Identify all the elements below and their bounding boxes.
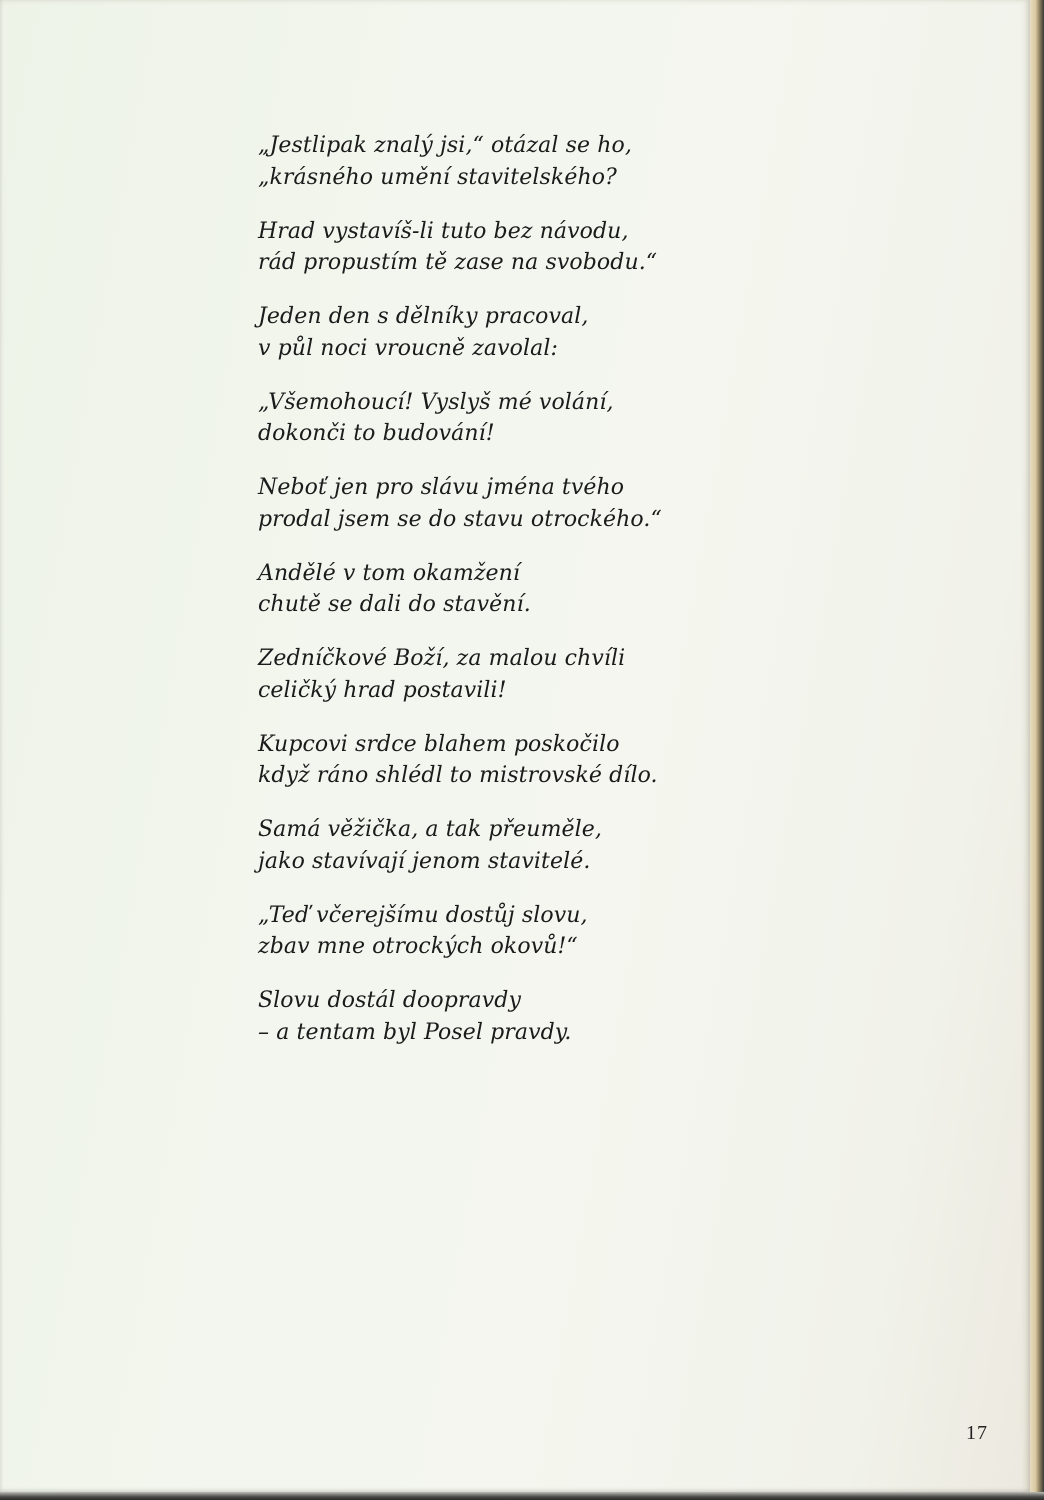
page-edge-right — [1030, 0, 1044, 1500]
poem-line: Neboť jen pro slávu jména tvého — [258, 475, 625, 500]
poem-line: Samá věžička, a tak přeuměle, — [258, 817, 602, 842]
page-number: 17 — [966, 1422, 988, 1444]
stanza-1 — [258, 130, 778, 193]
poem-line: Hrad vystavíš-li tuto bez návodu, — [258, 218, 629, 244]
poem-line: – a tentam byl Posel pravdy. — [258, 1019, 572, 1045]
stanza-10 — [258, 900, 778, 963]
stanza-6 — [258, 558, 778, 621]
poem-line: zbav mne otrockých okovů!“ — [258, 934, 578, 959]
poem-text — [258, 130, 778, 1048]
stanza-5 — [258, 472, 778, 535]
poem-line: celičký hrad postavili! — [258, 677, 507, 703]
poem-line: jako stavívají jenom stavitelé. — [258, 848, 591, 874]
stanza-11 — [258, 985, 778, 1048]
poem-line: když ráno shlédl to mistrovské dílo. — [258, 763, 658, 788]
poem-line: Andělé v tom okamžení — [258, 560, 521, 586]
stanza-8 — [258, 729, 778, 792]
stanza-7 — [258, 643, 778, 706]
poem-line: v půl noci vroucně zavolal: — [258, 335, 559, 361]
stanza-4 — [258, 387, 778, 450]
poem-line: rád propustím tě zase na svobodu.“ — [258, 250, 658, 275]
poem-line: Slovu dostál doopravdy — [258, 988, 521, 1013]
stanza-2 — [258, 216, 778, 279]
poem-line: Zedníčkové Boží, za malou chvíli — [258, 646, 626, 671]
stanza-3 — [258, 301, 778, 364]
poem-line: dokonči to budování! — [258, 421, 495, 446]
poem-line: prodal jsem se do stavu otrockého.“ — [258, 506, 662, 532]
poem-line: „Teď včerejšímu dostůj slovu, — [258, 902, 588, 928]
poem-line: „Všemohoucí! Vyslyš mé volání, — [258, 389, 614, 415]
poem-line: „Jestlipak znalý jsi,“ otázal se ho, — [258, 133, 632, 158]
poem-line: „krásného umění stavitelského? — [258, 164, 617, 190]
page-edge-bottom — [0, 1492, 1044, 1500]
poem-line: chutě se dali do stavění. — [258, 592, 531, 617]
poem-line: Jeden den s dělníky pracoval, — [258, 304, 589, 329]
poem-line: Kupcovi srdce blahem poskočilo — [258, 731, 620, 757]
stanza-9 — [258, 814, 778, 877]
